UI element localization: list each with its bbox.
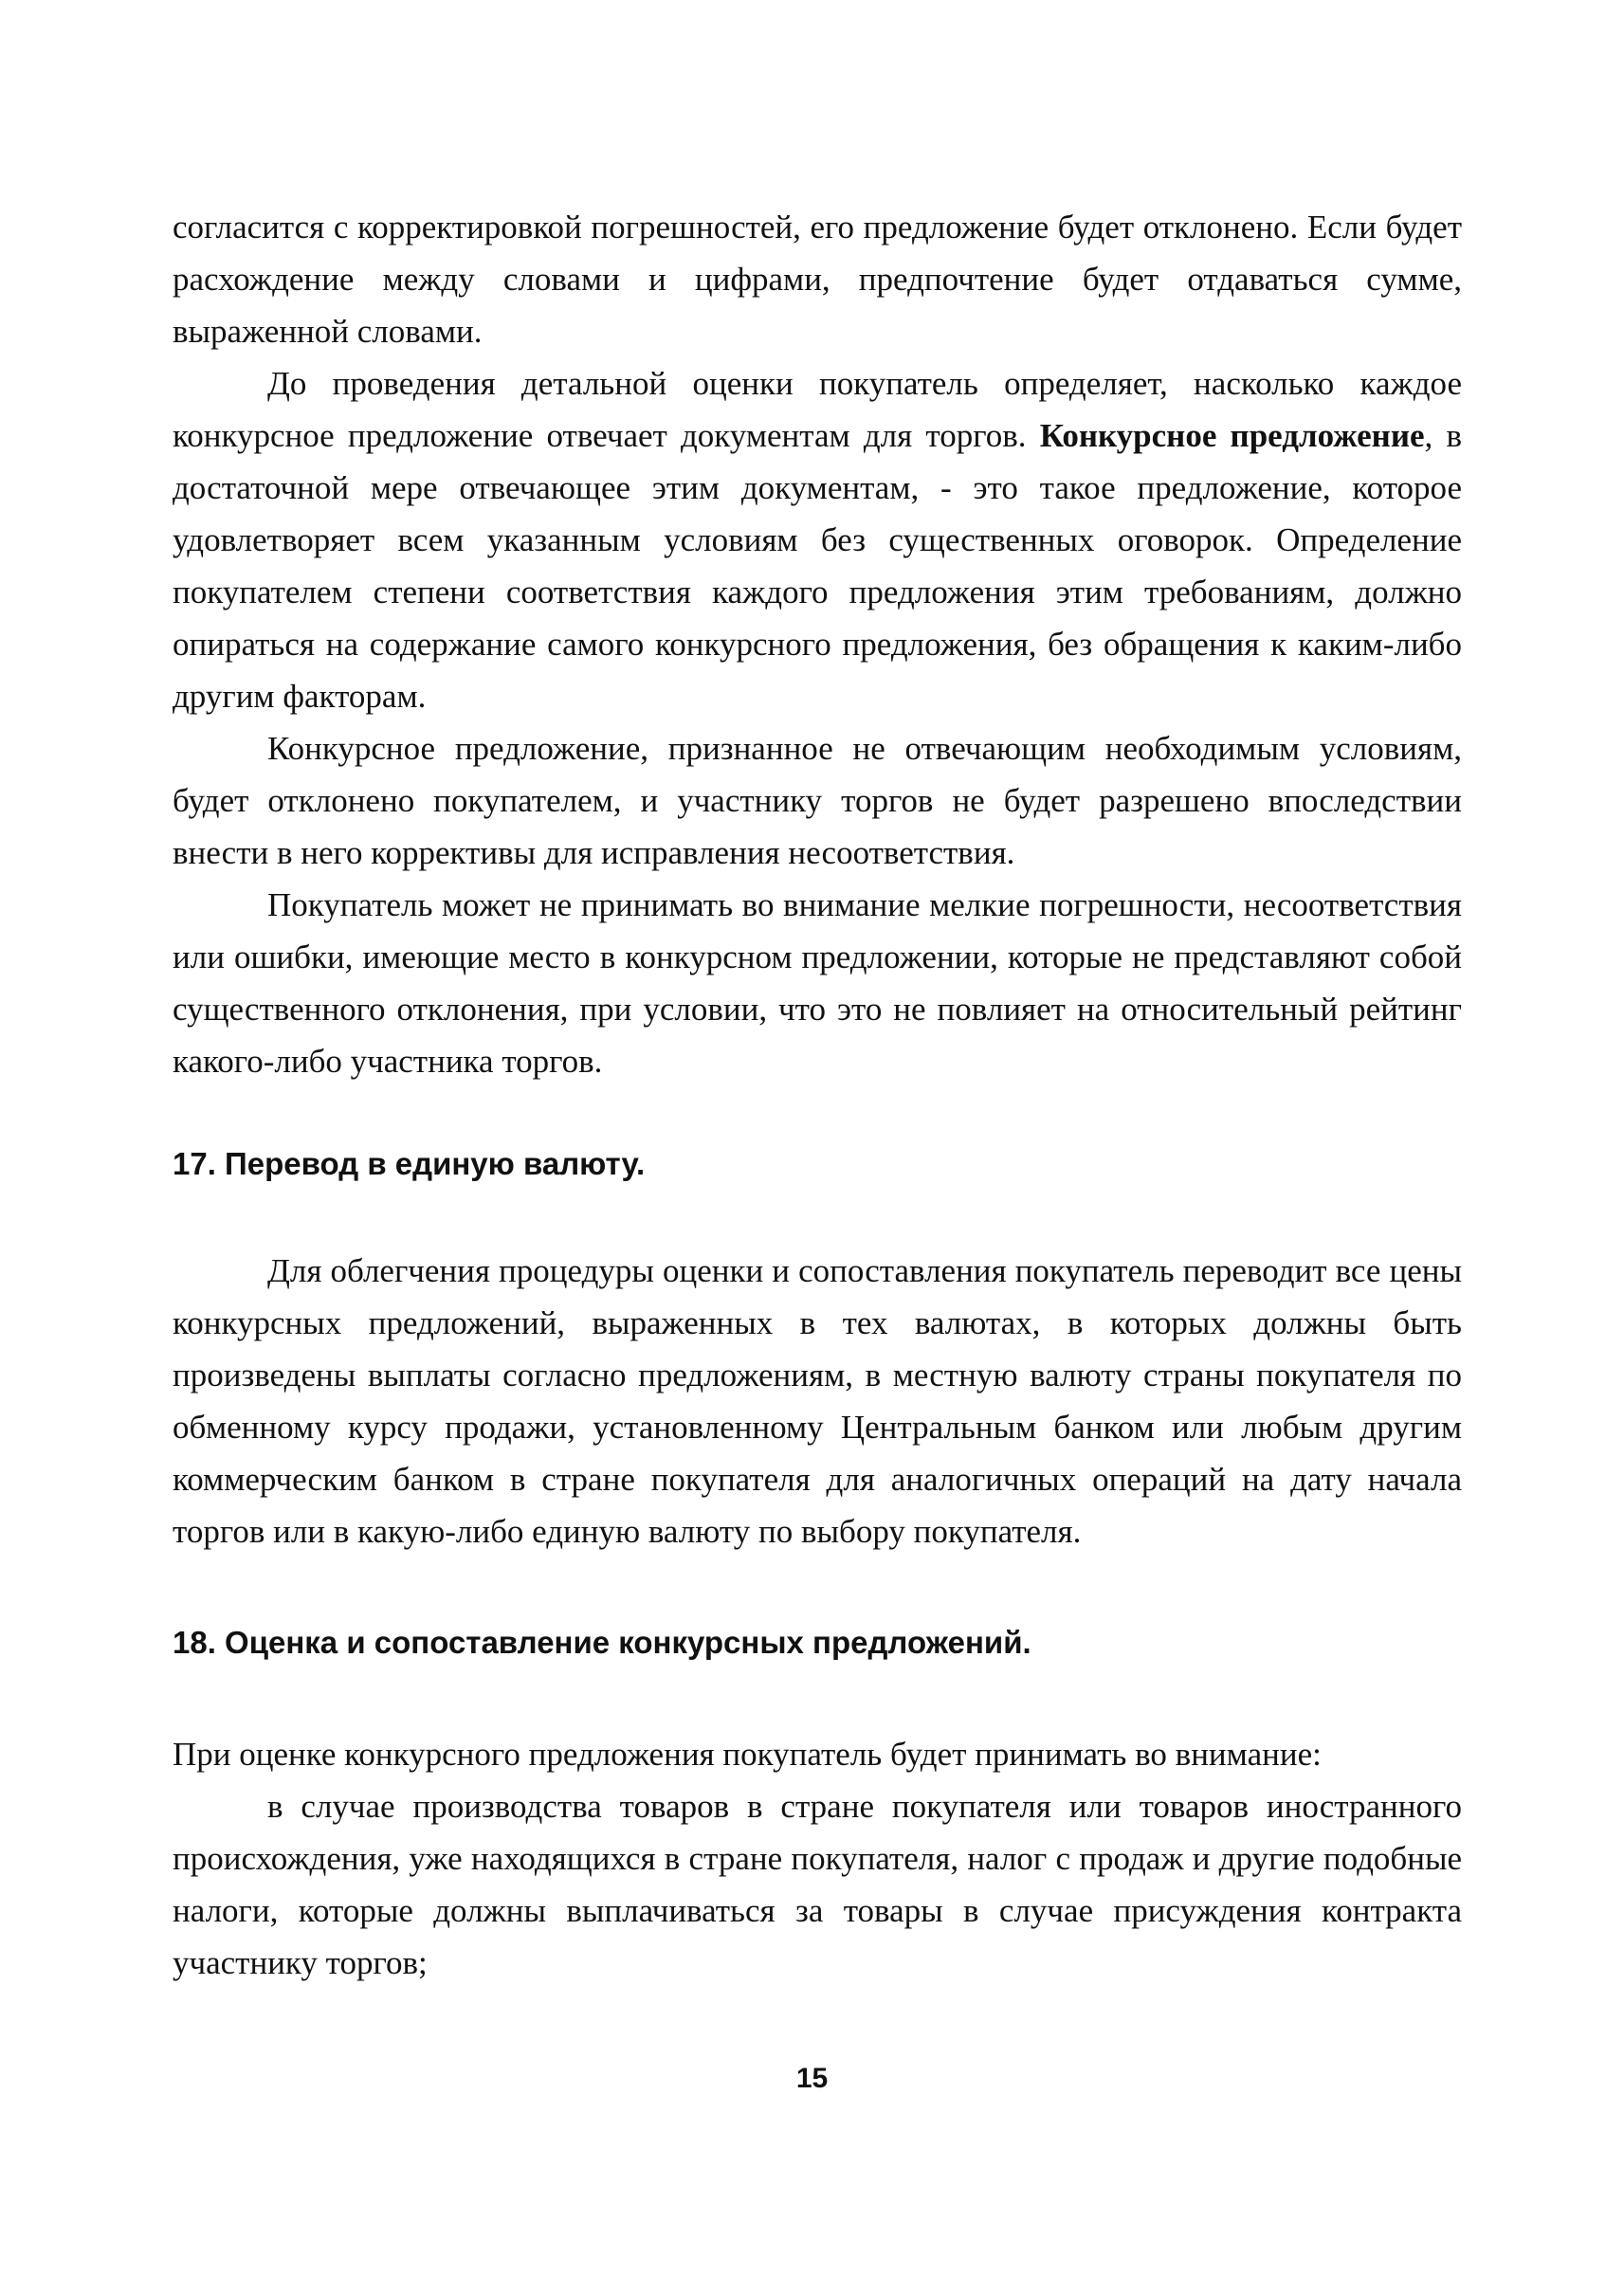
continuation-paragraph: согласится с корректировкой погрешностей, его предложение будет отклонено. Если будет расхождение между словами и цифрами, предпочтение будет отдаваться сумме, выраженной словами.: [173, 209, 1462, 350]
paragraph-rejection: Конкурсное предложение, признанное не отвечающим необходимым условиям, будет отклонено покупателем, и участнику торгов не будет разрешено впоследствии внести в него коррективы для исправления несоответствия.: [173, 730, 1462, 871]
paragraph-compliance-text-2: , в достаточной мере отвечающее этим документам, - это такое предложение, которое удовлетворяет всем указанным условиям без существенных оговорок. Определение покупателем степени соответствия каждого предложения этим требованиям, должно опираться на содержание самого конкурсного предложения, без обращения к каким-либо другим факторам.: [173, 417, 1463, 715]
section-18-heading: 18. Оценка и сопоставление конкурсных предложений.: [173, 1625, 1031, 1660]
section-17-text: Для облегчения процедуры оценки и сопоставления покупатель переводит все цены конкурсных предложений, выраженных в тех валютах, в которых должны быть произведены выплаты согласно предложениям, в местную валюту страны покупателя по обменному курсу продажи, установленному Центральным банком или любым другим коммерческим банком в стране покупателя для аналогичных операций на дату начала торгов или в какую-либо единую валюту по выбору покупателя.: [173, 1252, 1462, 1550]
paragraph-minor-deviations: Покупатель может не принимать во внимание мелкие погрешности, несоответствия или ошибки, имеющие место в конкурсном предложении, которые не представляют собой существенного отклонения, при условии, что это не повлияет на относительный рейтинг какого-либо участника торгов.: [173, 886, 1462, 1080]
paragraph-compliance-text-1: До проведения детальной оценки покупатель определяет, насколько каждое конкурсное предложение отвечает документам для торгов.: [173, 365, 1462, 454]
section-17-heading: 17. Перевод в единую валюту.: [173, 1146, 646, 1181]
page-number: 15: [795, 2063, 829, 2094]
bold-term-tender-offer: Конкурсное предложение: [1039, 417, 1425, 454]
section-18-intro: При оценке конкурсного предложения покупатель будет принимать во внимание:: [173, 1736, 1322, 1773]
paragraph-compliance: [173, 357, 1462, 722]
section-18-item-1: в случае производства товаров в стране покупателя или товаров иностранного происхождения, уже находящихся в стране покупателя, налог с продаж и другие подобные налоги, которые должны выплачиваться за товары в случае присуждения контракта участнику торгов;: [173, 1788, 1462, 1981]
